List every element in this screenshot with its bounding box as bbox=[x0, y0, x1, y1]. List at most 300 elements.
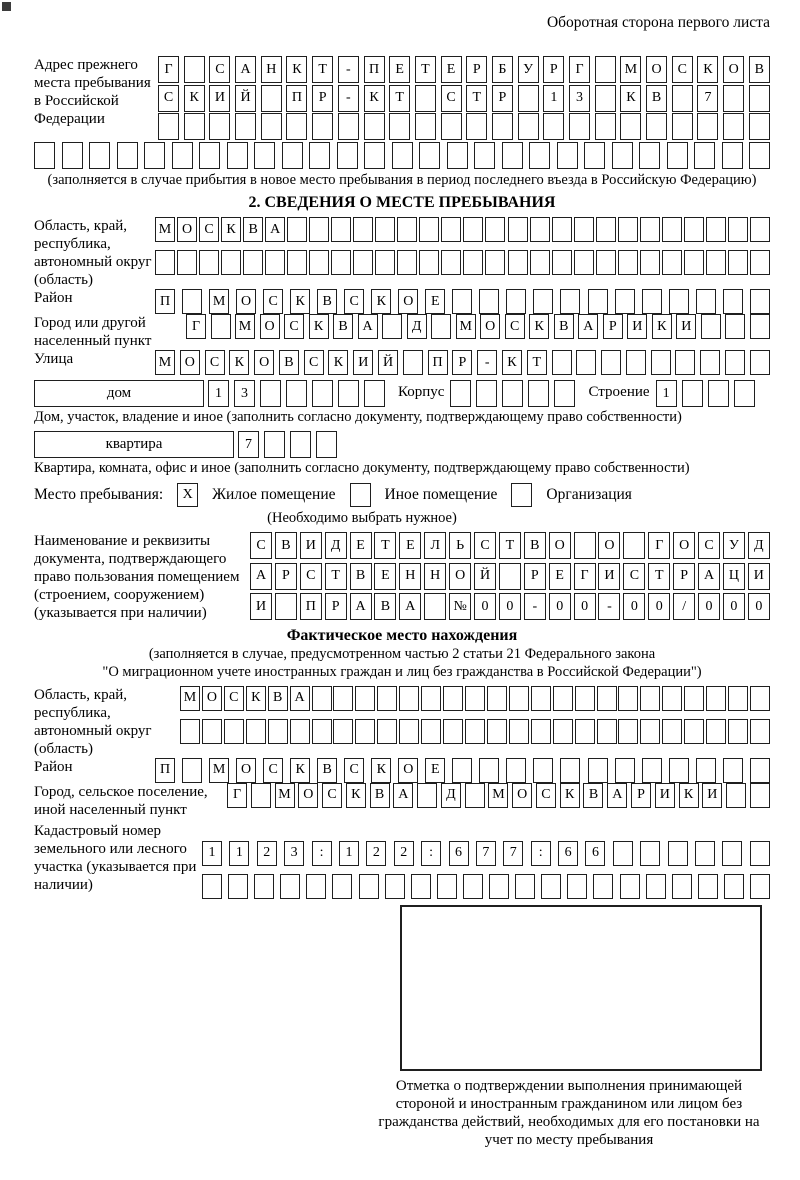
char-box[interactable]: Р bbox=[673, 563, 695, 590]
char-box[interactable]: 0 bbox=[549, 593, 571, 620]
char-box[interactable] bbox=[417, 783, 437, 808]
char-box[interactable] bbox=[723, 113, 744, 140]
char-box[interactable] bbox=[290, 719, 310, 744]
char-box[interactable] bbox=[553, 686, 573, 711]
char-box[interactable] bbox=[734, 380, 755, 407]
char-box[interactable] bbox=[224, 719, 244, 744]
char-box[interactable]: П bbox=[428, 350, 448, 375]
char-box[interactable]: 2 bbox=[257, 841, 277, 866]
char-box[interactable]: Р bbox=[466, 56, 487, 83]
char-box[interactable] bbox=[184, 56, 205, 83]
char-box[interactable]: С bbox=[250, 532, 272, 559]
char-box[interactable] bbox=[530, 217, 550, 242]
char-box[interactable]: Т bbox=[499, 532, 521, 559]
char-box[interactable]: В bbox=[350, 563, 372, 590]
char-box[interactable]: В bbox=[268, 686, 288, 711]
char-box[interactable] bbox=[441, 250, 461, 275]
char-box[interactable] bbox=[487, 719, 507, 744]
char-box[interactable] bbox=[421, 686, 441, 711]
char-box[interactable]: С bbox=[672, 56, 693, 83]
stay-type-checkbox-other[interactable] bbox=[350, 483, 371, 507]
char-box[interactable] bbox=[749, 113, 770, 140]
char-box[interactable] bbox=[502, 380, 523, 407]
char-box[interactable] bbox=[228, 874, 248, 899]
char-box[interactable] bbox=[502, 142, 523, 169]
char-box[interactable]: О bbox=[398, 289, 418, 314]
char-box[interactable]: К bbox=[364, 85, 385, 112]
char-box[interactable]: 2 bbox=[394, 841, 414, 866]
char-box[interactable]: П bbox=[364, 56, 385, 83]
char-box[interactable] bbox=[415, 113, 436, 140]
char-box[interactable] bbox=[415, 85, 436, 112]
char-box[interactable]: Р bbox=[543, 56, 564, 83]
char-box[interactable]: О bbox=[512, 783, 532, 808]
char-box[interactable] bbox=[419, 250, 439, 275]
char-box[interactable] bbox=[553, 719, 573, 744]
char-box[interactable] bbox=[282, 142, 303, 169]
char-box[interactable]: О bbox=[449, 563, 471, 590]
char-box[interactable]: Н bbox=[399, 563, 421, 590]
char-box[interactable] bbox=[309, 217, 329, 242]
char-box[interactable] bbox=[554, 380, 575, 407]
char-box[interactable] bbox=[260, 380, 281, 407]
char-box[interactable]: 1 bbox=[229, 841, 249, 866]
char-box[interactable]: О bbox=[723, 56, 744, 83]
char-box[interactable] bbox=[615, 289, 635, 314]
char-box[interactable] bbox=[312, 113, 333, 140]
char-box[interactable]: С bbox=[505, 314, 525, 339]
char-box[interactable] bbox=[506, 758, 526, 783]
char-box[interactable] bbox=[465, 783, 485, 808]
char-box[interactable]: Б bbox=[492, 56, 513, 83]
char-box[interactable]: М bbox=[275, 783, 295, 808]
char-box[interactable] bbox=[479, 289, 499, 314]
char-box[interactable] bbox=[261, 85, 282, 112]
char-box[interactable] bbox=[312, 719, 332, 744]
char-box[interactable] bbox=[640, 719, 660, 744]
char-box[interactable]: Г bbox=[186, 314, 206, 339]
char-box[interactable] bbox=[662, 719, 682, 744]
char-box[interactable] bbox=[337, 142, 358, 169]
char-box[interactable] bbox=[227, 142, 248, 169]
char-box[interactable] bbox=[235, 113, 256, 140]
char-box[interactable] bbox=[158, 113, 179, 140]
char-box[interactable]: Е bbox=[389, 56, 410, 83]
char-box[interactable]: 0 bbox=[748, 593, 770, 620]
char-box[interactable]: Г bbox=[227, 783, 247, 808]
char-box[interactable] bbox=[199, 142, 220, 169]
char-box[interactable]: В bbox=[524, 532, 546, 559]
char-box[interactable]: В bbox=[317, 758, 337, 783]
char-box[interactable]: Е bbox=[350, 532, 372, 559]
char-box[interactable] bbox=[552, 250, 572, 275]
char-box[interactable] bbox=[706, 686, 726, 711]
char-box[interactable] bbox=[508, 250, 528, 275]
char-box[interactable]: П bbox=[155, 758, 175, 783]
char-box[interactable]: 0 bbox=[648, 593, 670, 620]
char-box[interactable] bbox=[646, 113, 667, 140]
char-box[interactable] bbox=[615, 758, 635, 783]
char-box[interactable]: Л bbox=[424, 532, 446, 559]
char-box[interactable] bbox=[290, 431, 311, 458]
char-box[interactable]: Д bbox=[325, 532, 347, 559]
char-box[interactable]: О bbox=[260, 314, 280, 339]
char-box[interactable] bbox=[728, 719, 748, 744]
char-box[interactable]: В bbox=[374, 593, 396, 620]
char-box[interactable] bbox=[509, 686, 529, 711]
char-box[interactable] bbox=[353, 217, 373, 242]
char-box[interactable]: К bbox=[246, 686, 266, 711]
char-box[interactable] bbox=[117, 142, 138, 169]
char-box[interactable] bbox=[518, 85, 539, 112]
char-box[interactable]: В bbox=[554, 314, 574, 339]
stay-type-checkbox-organization[interactable] bbox=[511, 483, 532, 507]
char-box[interactable]: К bbox=[221, 217, 241, 242]
char-box[interactable] bbox=[722, 841, 742, 866]
char-box[interactable] bbox=[529, 142, 550, 169]
char-box[interactable] bbox=[264, 431, 285, 458]
char-box[interactable]: М bbox=[488, 783, 508, 808]
char-box[interactable] bbox=[694, 142, 715, 169]
char-box[interactable] bbox=[595, 113, 616, 140]
char-box[interactable] bbox=[377, 686, 397, 711]
char-box[interactable]: И bbox=[702, 783, 722, 808]
char-box[interactable] bbox=[443, 686, 463, 711]
char-box[interactable]: И bbox=[655, 783, 675, 808]
char-box[interactable] bbox=[452, 289, 472, 314]
char-box[interactable] bbox=[723, 758, 743, 783]
char-box[interactable]: Т bbox=[466, 85, 487, 112]
char-box[interactable] bbox=[452, 758, 472, 783]
char-box[interactable] bbox=[492, 113, 513, 140]
char-box[interactable]: Й bbox=[474, 563, 496, 590]
char-box[interactable] bbox=[202, 874, 222, 899]
char-box[interactable] bbox=[750, 289, 770, 314]
char-box[interactable] bbox=[528, 380, 549, 407]
char-box[interactable]: Т bbox=[389, 85, 410, 112]
char-box[interactable]: Т bbox=[527, 350, 547, 375]
char-box[interactable] bbox=[450, 380, 471, 407]
char-box[interactable] bbox=[441, 217, 461, 242]
char-box[interactable]: - bbox=[477, 350, 497, 375]
char-box[interactable]: № bbox=[449, 593, 471, 620]
char-box[interactable]: - bbox=[338, 85, 359, 112]
char-box[interactable] bbox=[596, 250, 616, 275]
char-box[interactable] bbox=[530, 250, 550, 275]
char-box[interactable] bbox=[392, 142, 413, 169]
char-box[interactable]: А bbox=[698, 563, 720, 590]
char-box[interactable] bbox=[254, 874, 274, 899]
char-box[interactable] bbox=[382, 314, 402, 339]
char-box[interactable]: Р bbox=[524, 563, 546, 590]
char-box[interactable] bbox=[474, 142, 495, 169]
char-box[interactable]: А bbox=[290, 686, 310, 711]
char-box[interactable]: Т bbox=[374, 532, 396, 559]
char-box[interactable] bbox=[419, 142, 440, 169]
char-box[interactable]: 7 bbox=[697, 85, 718, 112]
char-box[interactable]: 1 bbox=[208, 380, 229, 407]
char-box[interactable]: С bbox=[263, 289, 283, 314]
char-box[interactable]: Р bbox=[452, 350, 472, 375]
char-box[interactable]: С bbox=[536, 783, 556, 808]
char-box[interactable] bbox=[698, 874, 718, 899]
char-box[interactable]: С bbox=[474, 532, 496, 559]
char-box[interactable]: А bbox=[250, 563, 272, 590]
char-box[interactable] bbox=[613, 841, 633, 866]
char-box[interactable] bbox=[355, 719, 375, 744]
char-box[interactable] bbox=[359, 874, 379, 899]
char-box[interactable] bbox=[261, 113, 282, 140]
char-box[interactable]: 1 bbox=[339, 841, 359, 866]
char-box[interactable]: Е bbox=[374, 563, 396, 590]
char-box[interactable] bbox=[750, 314, 770, 339]
char-box[interactable] bbox=[728, 250, 748, 275]
char-box[interactable] bbox=[667, 142, 688, 169]
char-box[interactable]: И bbox=[748, 563, 770, 590]
char-box[interactable] bbox=[397, 217, 417, 242]
char-box[interactable] bbox=[199, 250, 219, 275]
char-box[interactable] bbox=[596, 217, 616, 242]
char-box[interactable]: О bbox=[598, 532, 620, 559]
char-box[interactable]: М bbox=[155, 217, 175, 242]
char-box[interactable]: 3 bbox=[284, 841, 304, 866]
char-box[interactable] bbox=[669, 758, 689, 783]
char-box[interactable] bbox=[309, 250, 329, 275]
char-box[interactable] bbox=[506, 289, 526, 314]
char-box[interactable] bbox=[601, 350, 621, 375]
char-box[interactable] bbox=[722, 142, 743, 169]
char-box[interactable]: А bbox=[393, 783, 413, 808]
char-box[interactable]: 6 bbox=[558, 841, 578, 866]
char-box[interactable]: Г bbox=[569, 56, 590, 83]
char-box[interactable] bbox=[575, 686, 595, 711]
char-box[interactable] bbox=[646, 874, 666, 899]
char-box[interactable] bbox=[593, 874, 613, 899]
char-box[interactable]: Г bbox=[158, 56, 179, 83]
char-box[interactable] bbox=[437, 874, 457, 899]
char-box[interactable] bbox=[465, 719, 485, 744]
char-box[interactable]: О bbox=[298, 783, 318, 808]
char-box[interactable]: Е bbox=[425, 758, 445, 783]
char-box[interactable]: О bbox=[202, 686, 222, 711]
char-box[interactable] bbox=[331, 250, 351, 275]
char-box[interactable]: Т bbox=[415, 56, 436, 83]
char-box[interactable]: К bbox=[328, 350, 348, 375]
char-box[interactable] bbox=[706, 719, 726, 744]
char-box[interactable]: М bbox=[456, 314, 476, 339]
char-box[interactable]: К bbox=[184, 85, 205, 112]
char-box[interactable] bbox=[375, 217, 395, 242]
char-box[interactable] bbox=[574, 250, 594, 275]
char-box[interactable] bbox=[749, 142, 770, 169]
char-box[interactable]: Р bbox=[603, 314, 623, 339]
char-box[interactable]: И bbox=[676, 314, 696, 339]
char-box[interactable] bbox=[612, 142, 633, 169]
char-box[interactable] bbox=[312, 380, 333, 407]
char-box[interactable] bbox=[338, 380, 359, 407]
char-box[interactable] bbox=[588, 289, 608, 314]
char-box[interactable] bbox=[620, 113, 641, 140]
char-box[interactable]: 1 bbox=[202, 841, 222, 866]
char-box[interactable] bbox=[508, 217, 528, 242]
char-box[interactable] bbox=[431, 314, 451, 339]
char-box[interactable] bbox=[254, 142, 275, 169]
char-box[interactable] bbox=[662, 217, 682, 242]
char-box[interactable] bbox=[750, 250, 770, 275]
char-box[interactable] bbox=[465, 686, 485, 711]
char-box[interactable] bbox=[697, 113, 718, 140]
char-box[interactable] bbox=[552, 217, 572, 242]
char-box[interactable] bbox=[441, 113, 462, 140]
char-box[interactable]: С bbox=[344, 758, 364, 783]
char-box[interactable]: К bbox=[652, 314, 672, 339]
char-box[interactable] bbox=[597, 686, 617, 711]
stay-type-checkbox-residential[interactable]: X bbox=[177, 483, 198, 507]
char-box[interactable]: А bbox=[399, 593, 421, 620]
char-box[interactable]: М bbox=[180, 686, 200, 711]
char-box[interactable] bbox=[701, 314, 721, 339]
char-box[interactable]: Р bbox=[492, 85, 513, 112]
char-box[interactable] bbox=[397, 250, 417, 275]
char-box[interactable] bbox=[485, 217, 505, 242]
char-box[interactable] bbox=[309, 142, 330, 169]
char-box[interactable] bbox=[287, 250, 307, 275]
char-box[interactable] bbox=[389, 113, 410, 140]
char-box[interactable]: И bbox=[353, 350, 373, 375]
char-box[interactable]: 3 bbox=[569, 85, 590, 112]
char-box[interactable]: Р bbox=[325, 593, 347, 620]
char-box[interactable]: 1 bbox=[656, 380, 677, 407]
char-box[interactable] bbox=[182, 758, 202, 783]
char-box[interactable]: И bbox=[209, 85, 230, 112]
char-box[interactable] bbox=[251, 783, 271, 808]
char-box[interactable] bbox=[725, 350, 745, 375]
char-box[interactable]: В bbox=[749, 56, 770, 83]
char-box[interactable] bbox=[574, 217, 594, 242]
char-box[interactable] bbox=[476, 380, 497, 407]
char-box[interactable] bbox=[750, 758, 770, 783]
char-box[interactable]: В bbox=[646, 85, 667, 112]
char-box[interactable] bbox=[750, 217, 770, 242]
char-box[interactable] bbox=[750, 783, 770, 808]
char-box[interactable]: 0 bbox=[499, 593, 521, 620]
char-box[interactable]: В bbox=[275, 532, 297, 559]
char-box[interactable]: К bbox=[529, 314, 549, 339]
char-box[interactable]: К bbox=[502, 350, 522, 375]
char-box[interactable]: С bbox=[441, 85, 462, 112]
char-box[interactable] bbox=[669, 289, 689, 314]
char-box[interactable]: К bbox=[371, 289, 391, 314]
char-box[interactable] bbox=[364, 380, 385, 407]
char-box[interactable] bbox=[552, 350, 572, 375]
char-box[interactable]: А bbox=[265, 217, 285, 242]
char-box[interactable] bbox=[182, 289, 202, 314]
char-box[interactable] bbox=[620, 874, 640, 899]
char-box[interactable]: Р bbox=[631, 783, 651, 808]
char-box[interactable] bbox=[509, 719, 529, 744]
char-box[interactable]: К bbox=[229, 350, 249, 375]
char-box[interactable] bbox=[533, 289, 553, 314]
char-box[interactable]: О bbox=[236, 289, 256, 314]
char-box[interactable] bbox=[584, 142, 605, 169]
char-box[interactable] bbox=[332, 874, 352, 899]
char-box[interactable]: С bbox=[224, 686, 244, 711]
char-box[interactable] bbox=[595, 85, 616, 112]
char-box[interactable]: К bbox=[346, 783, 366, 808]
char-box[interactable] bbox=[333, 686, 353, 711]
char-box[interactable]: В bbox=[243, 217, 263, 242]
char-box[interactable]: К bbox=[290, 758, 310, 783]
char-box[interactable] bbox=[668, 841, 688, 866]
char-box[interactable] bbox=[421, 719, 441, 744]
char-box[interactable] bbox=[682, 380, 703, 407]
char-box[interactable] bbox=[364, 113, 385, 140]
char-box[interactable]: О bbox=[673, 532, 695, 559]
char-box[interactable] bbox=[419, 217, 439, 242]
char-box[interactable]: 0 bbox=[723, 593, 745, 620]
char-box[interactable]: Г bbox=[648, 532, 670, 559]
char-box[interactable] bbox=[640, 250, 660, 275]
char-box[interactable] bbox=[651, 350, 671, 375]
char-box[interactable] bbox=[575, 719, 595, 744]
char-box[interactable] bbox=[89, 142, 110, 169]
char-box[interactable] bbox=[672, 113, 693, 140]
char-box[interactable]: С bbox=[158, 85, 179, 112]
char-box[interactable]: Д bbox=[407, 314, 427, 339]
char-box[interactable]: 0 bbox=[574, 593, 596, 620]
char-box[interactable] bbox=[275, 593, 297, 620]
char-box[interactable]: 7 bbox=[476, 841, 496, 866]
char-box[interactable]: С bbox=[304, 350, 324, 375]
char-box[interactable] bbox=[399, 719, 419, 744]
char-box[interactable] bbox=[177, 250, 197, 275]
char-box[interactable]: С bbox=[344, 289, 364, 314]
char-box[interactable] bbox=[662, 686, 682, 711]
char-box[interactable]: К bbox=[620, 85, 641, 112]
char-box[interactable]: С bbox=[300, 563, 322, 590]
char-box[interactable]: П bbox=[286, 85, 307, 112]
char-box[interactable]: И bbox=[300, 532, 322, 559]
char-box[interactable] bbox=[411, 874, 431, 899]
char-box[interactable]: О bbox=[398, 758, 418, 783]
char-box[interactable]: О bbox=[177, 217, 197, 242]
char-box[interactable]: И bbox=[598, 563, 620, 590]
char-box[interactable] bbox=[640, 686, 660, 711]
char-box[interactable] bbox=[725, 314, 745, 339]
char-box[interactable] bbox=[246, 719, 266, 744]
char-box[interactable]: В bbox=[370, 783, 390, 808]
char-box[interactable]: К bbox=[286, 56, 307, 83]
char-box[interactable] bbox=[672, 85, 693, 112]
char-box[interactable] bbox=[726, 783, 746, 808]
char-box[interactable] bbox=[623, 532, 645, 559]
char-box[interactable] bbox=[588, 758, 608, 783]
char-box[interactable]: В bbox=[317, 289, 337, 314]
char-box[interactable]: Д bbox=[441, 783, 461, 808]
char-box[interactable]: С bbox=[698, 532, 720, 559]
char-box[interactable] bbox=[531, 719, 551, 744]
char-box[interactable]: М bbox=[620, 56, 641, 83]
char-box[interactable]: Р bbox=[275, 563, 297, 590]
char-box[interactable] bbox=[560, 289, 580, 314]
char-box[interactable] bbox=[286, 380, 307, 407]
char-box[interactable]: Й bbox=[378, 350, 398, 375]
char-box[interactable] bbox=[403, 350, 423, 375]
char-box[interactable]: С bbox=[623, 563, 645, 590]
char-box[interactable]: Т bbox=[648, 563, 670, 590]
char-box[interactable] bbox=[723, 289, 743, 314]
char-box[interactable]: Н bbox=[261, 56, 282, 83]
